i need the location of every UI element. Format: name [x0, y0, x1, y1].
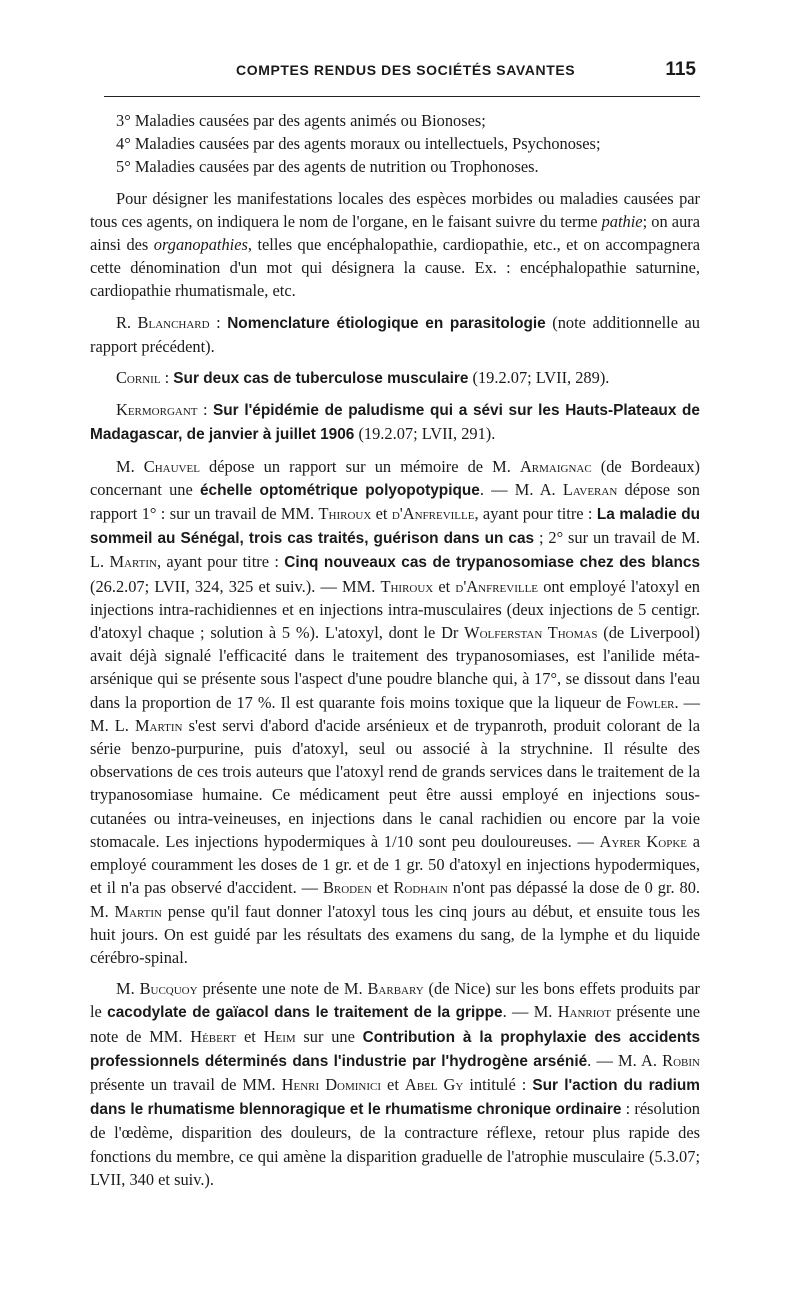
- text-run: pathie: [601, 211, 643, 231]
- text-run: s'est servi d'abord d'acide arsénieux et de trypanroth, produit colorant de la série benzo-purpurine, puis d'atoxyl, seul ou associé à la strychnine. Il résulte des observations de ces trois auteurs que l'atoxyl rend de grands services dans le traitement de la trypanosomiase humaine. Ce médicament peut être aussi employé en injections sous-cutanées ou intra-veineuses, en injections dans le canal rachidien ou encore par la voie stomacale. Les injections hypodermiques à 1/10 sont peu douloureuses. —: [90, 715, 700, 851]
- text-run: ; on aura ainsi des: [90, 211, 700, 255]
- text-run: Laveran: [562, 479, 618, 499]
- text-run: Sur l'action du radium dans le rhumatisme blennoragique et le rhumatisme chronique ordinaire: [90, 1076, 700, 1119]
- text-run: , ayant pour titre :: [474, 504, 597, 524]
- text-run: dépose un rapport sur un mémoire de M.: [199, 456, 520, 476]
- paragraph-kermorgant: [90, 398, 700, 446]
- text-run: . — M.: [502, 1002, 558, 1022]
- paragraph-nomenclature: [90, 187, 700, 303]
- text-run: La maladie du sommeil au Sénégal, trois cas traités, guérison dans un cas: [90, 506, 700, 548]
- page-number: 115: [665, 59, 696, 80]
- text-run: Thiroux: [380, 576, 434, 596]
- text-run: Martin: [114, 901, 162, 921]
- paragraph-blanchard: [90, 311, 700, 358]
- text-run: Abel Gy: [404, 1074, 464, 1094]
- text-run: (19.2.07; LVII, 289).: [468, 368, 610, 388]
- text-run: Chauvel: [143, 456, 200, 476]
- list-item: 5° Maladies causées par des agents de nutrition ou Trophonoses.: [116, 157, 539, 177]
- article-title: Sur l'épidémie de paludisme qui a sévi sur les Hauts-Plateaux de Madagascar, de janvier à juillet 1906: [90, 402, 700, 444]
- text-run: et: [371, 878, 394, 898]
- running-title: COMPTES RENDUS DES SOCIÉTÉS SAVANTES: [236, 62, 576, 78]
- disease-list: [116, 109, 700, 179]
- text-run: . — M. A.: [479, 479, 563, 499]
- text-run: a employé couramment les doses de 1 gr. et de 1 gr. 50 d'atoxyl en injections hypodermiques, et il n'a pas observé d'accident. —: [90, 831, 700, 898]
- text-run: Barbary: [367, 979, 424, 999]
- text-run: cacodylate de gaïacol dans le traitement de la grippe: [107, 1004, 503, 1022]
- text-run: , telles que encéphalopathie, cardiopathie, etc., et on accompagnera cette dénomination d'un mot qui désignera la cause. Ex. : encéphalopathie saturnine, cardiopathie rhumatismale, etc.: [90, 235, 700, 301]
- text-run: n'ont pas dépassé la dose de 0 gr. 80. M.: [90, 878, 700, 921]
- text-run: et: [371, 504, 392, 524]
- running-header: [90, 58, 700, 90]
- text-run: (note additionnelle au rapport précédent).: [90, 312, 700, 356]
- text-run: :: [197, 400, 214, 420]
- text-run: Ayrer Kopke: [599, 831, 687, 851]
- text-run: intitulé :: [463, 1074, 533, 1094]
- text-run: et: [236, 1026, 264, 1046]
- paragraph-trypanosomiase: [90, 455, 700, 969]
- author-name: R. Blanchard: [116, 312, 210, 332]
- text-run: Pour désigner les manifestations locales des espèces morbides ou maladies causées par tous ces agents, on indiquera le nom de l'organe, en le faisant suivre du terme: [90, 188, 700, 231]
- text-run: d'Anfreville: [391, 504, 475, 524]
- text-run: Contribution à la prophylaxie des accidents professionnels déterminés dans l'industrie par l'hydrogène arsénié: [90, 1028, 701, 1070]
- text-run: Wolferstan Thomas: [464, 623, 598, 643]
- text-run: :: [160, 368, 174, 388]
- text-run: Hébert: [190, 1026, 237, 1046]
- text-run: Rodhain: [393, 878, 448, 898]
- text-run: Armaignac: [519, 456, 592, 476]
- header-rule: [104, 96, 700, 97]
- text-run: (19.2.07; LVII, 291).: [354, 424, 496, 444]
- text-run: ; 2° sur un travail de M. L.: [90, 528, 700, 572]
- text-run: : résolution de l'œdème, disparition des douleurs, de la contracture réflexe, retour plus rapide des fonctions du membre, ce qui amène la disparition graduelle de l'atrophie musculaire (5.3.07; LVII, 340 et suiv.).: [90, 1099, 700, 1189]
- text-run: Robin: [662, 1050, 700, 1070]
- paragraph-grippe-radium: [90, 977, 700, 1191]
- text-run: pense qu'il faut donner l'atoxyl tous les cinq jours au début, et ensuite tous les huit jours. On est guidé par les résultats des examens du sang, de la lymphe et du liquide cérébro-spinal.: [90, 901, 700, 967]
- text-run: présente une note de MM.: [90, 1002, 700, 1046]
- text-run: Cinq nouveaux cas de trypanosomiase chez des blancs: [284, 554, 701, 572]
- text-run: Martin: [134, 715, 183, 735]
- text-run: Heim: [263, 1026, 296, 1046]
- text-run: présente une note de M.: [197, 979, 368, 999]
- text-run: organopathies: [153, 235, 248, 255]
- text-run: (de Liverpool) avait déjà signalé l'efficacité dans le traitement des trypanosomiases, est l'anilide méta-arsénique qui se présente sous l'aspect d'une poudre blanche qui, à 17°, se dissout dans l'eau dans la proportion de 17 %. Il est quarante fois moins toxique que la liqueur de: [90, 623, 701, 712]
- text-run: d'Anfreville: [455, 576, 539, 596]
- text-run: Hanriot: [557, 1002, 612, 1022]
- text-run: Henri Dominici: [281, 1074, 382, 1094]
- article-title: Sur deux cas de tuberculose musculaire: [173, 370, 469, 388]
- text-run: Broden: [322, 878, 372, 898]
- paragraph-cornil: [90, 366, 700, 390]
- list-item: 3° Maladies causées par des agents animés ou Bionoses;: [116, 111, 486, 130]
- text-run: et: [433, 576, 456, 596]
- text-run: et: [381, 1074, 405, 1094]
- article-title: Nomenclature étiologique en parasitologie: [227, 314, 546, 332]
- text-run: M.: [116, 979, 140, 999]
- author-name: Cornil: [116, 368, 161, 388]
- text-run: , ayant pour titre :: [156, 552, 285, 572]
- text-run: . — M. A.: [587, 1050, 663, 1070]
- text-run: sur une: [295, 1026, 363, 1046]
- text-run: dépose son rapport 1° : sur un travail de MM.: [90, 479, 700, 524]
- text-run: Fowler: [626, 692, 675, 712]
- text-run: M.: [116, 456, 144, 476]
- list-item: 4° Maladies causées par des agents moraux ou intellectuels, Psychonoses;: [116, 134, 601, 154]
- text-run: (de Nice) sur les bons effets produits par le: [90, 979, 700, 1022]
- text-run: :: [209, 312, 228, 332]
- text-run: (de Bordeaux) concernant une: [90, 456, 700, 499]
- text-run: Martin: [109, 552, 157, 572]
- text-run: échelle optométrique polyopotypique: [199, 481, 480, 499]
- document-page: [90, 58, 700, 1199]
- text-run: (26.2.07; LVII, 324, 325 et suiv.). — MM.: [90, 576, 381, 596]
- text-run: Thiroux: [318, 504, 372, 524]
- author-name: Kermorgant: [116, 400, 198, 420]
- text-run: . — M. L.: [90, 692, 700, 735]
- text-run: ont employé l'atoxyl en injections intra-rachidiennes et en injections intra-musculaires (deux injections de 5 centigr. d'atoxyl chaque ; solution à 5 %). L'atoxyl, dont le Dr: [90, 576, 700, 643]
- text-run: Bucquoy: [139, 979, 198, 999]
- text-run: présente un travail de MM.: [90, 1074, 282, 1094]
